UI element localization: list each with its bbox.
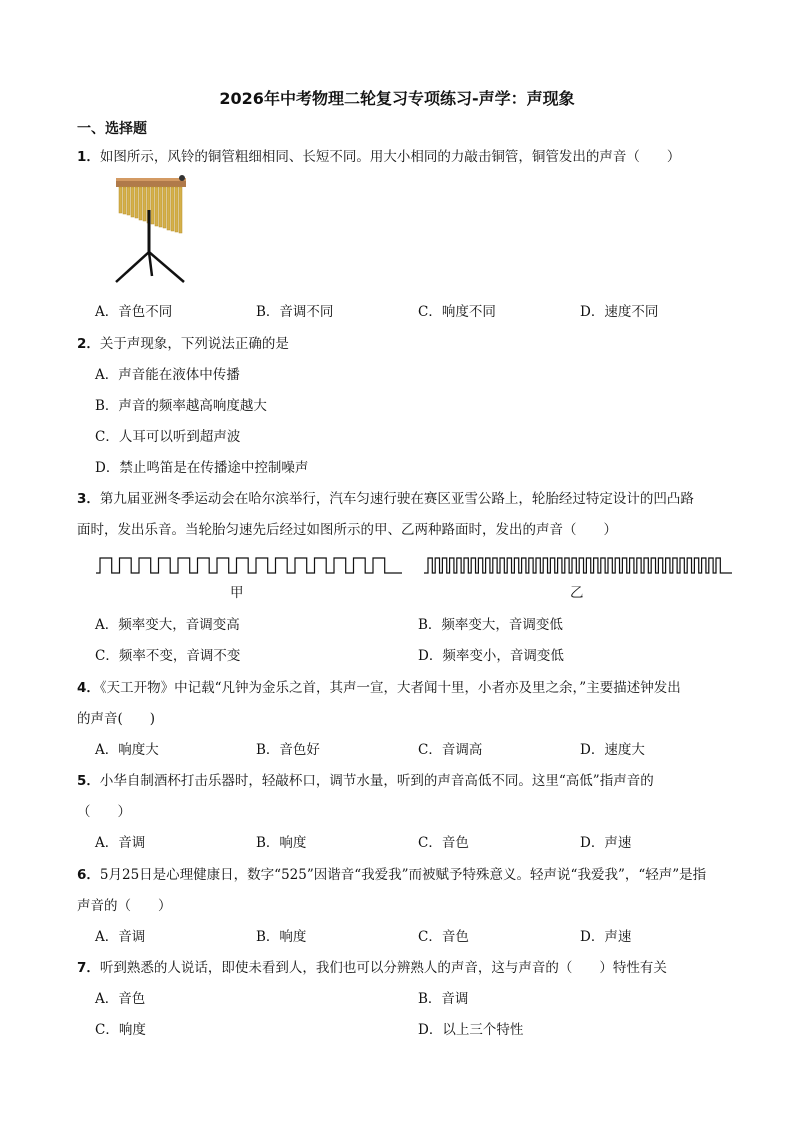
option-c: C．响度不同 (418, 304, 496, 320)
option-a: A．声音能在液体中传播 (95, 367, 240, 383)
road-surface-jia (96, 558, 402, 573)
option-d: D．频率变小，音调变低 (418, 648, 564, 664)
option-b: B．声音的频率越高响度越大 (95, 398, 267, 414)
question-5-continued (77, 800, 131, 820)
question-number: 3． (77, 491, 100, 507)
page-title: 2026年中考物理二轮复习专项练习-声学：声现象 (219, 89, 575, 108)
question-text: 小华自制酒杯打击乐器时，轻敲杯口，调节水量，听到的声音高低不同。这里“高低”指声音的 (99, 773, 654, 789)
question-7 (77, 956, 667, 976)
question-text: 《天工开物》中记载“凡钟为金乐之首，其声一宣，大者闻十里，小者亦及里之余，”主要描述钟发出 (99, 680, 681, 696)
question-number: 1． (77, 149, 100, 165)
option-a: A．音色不同 (95, 304, 173, 320)
question-text: （ ） (77, 804, 131, 820)
question-number: 4． (77, 680, 100, 696)
question-text: 第九届亚洲冬季运动会在哈尔滨举行，汽车匀速行驶在赛区亚雪公路上，轮胎经过特定设计的凹凸路 (99, 491, 694, 507)
road-surface-figure (92, 550, 732, 600)
question-text: 听到熟悉的人说话，即使未看到人，我们也可以分辨熟人的声音，这与声音的（ ）特性有关 (99, 960, 667, 976)
option-c: C．响度 (95, 1022, 146, 1038)
option-a: A．频率变大，音调变高 (95, 617, 240, 633)
stand-leg (149, 252, 184, 282)
option-a: A．音调 (95, 929, 146, 945)
option-b: B．音色好 (256, 742, 320, 758)
question-6 (77, 863, 706, 883)
option-d: D．速度大 (580, 742, 645, 758)
road-surface-yi (424, 558, 732, 573)
question-5 (77, 769, 654, 789)
stand-leg (116, 252, 149, 282)
question-1 (77, 145, 680, 165)
question-4-continued (77, 707, 155, 727)
question-3 (77, 487, 694, 507)
question-3-continued (77, 518, 617, 538)
option-b: B．响度 (256, 835, 307, 851)
question-text: 的声音( ) (77, 711, 156, 727)
question-number: 6． (77, 867, 100, 883)
option-c: C．频率不变，音调不变 (95, 648, 241, 664)
question-text: 面时，发出乐音。当轮胎匀速先后经过如图所示的甲、乙两种路面时，发出的声音（ ） (77, 522, 617, 538)
option-c: C．音色 (418, 835, 469, 851)
question-number: 7． (77, 960, 100, 976)
section-heading: 一、选择题 (77, 121, 147, 137)
option-a: A．音调 (95, 835, 146, 851)
option-d: D．声速 (580, 835, 632, 851)
question-4 (77, 676, 681, 696)
option-b: B．音调不同 (256, 304, 334, 320)
option-b: B．响度 (256, 929, 307, 945)
option-b: B．音调 (418, 991, 469, 1007)
question-6-continued (77, 894, 172, 914)
option-d: D．禁止鸣笛是在传播途中控制噪声 (95, 460, 309, 476)
option-d: D．速度不同 (580, 304, 659, 320)
figure-label-jia: 甲 (230, 585, 244, 601)
question-number: 5． (77, 773, 100, 789)
question-number: 2． (77, 336, 100, 352)
question-2 (77, 332, 289, 352)
option-c: C．人耳可以听到超声波 (95, 429, 241, 445)
wind-chime-image (108, 170, 194, 288)
option-a: A．响度大 (95, 742, 159, 758)
option-c: C．音色 (418, 929, 469, 945)
option-d: D．声速 (580, 929, 632, 945)
option-b: B．频率变大，音调变低 (418, 617, 563, 633)
question-text: 5月25日是心理健康日，数字“525”因谐音“我爱我”而被赋予特殊意义。轻声说“我爱我”，“轻声”是指 (99, 867, 707, 883)
question-text: 关于声现象，下列说法正确的是 (99, 336, 289, 352)
option-d: D．以上三个特性 (418, 1022, 524, 1038)
question-text: 声音的（ ） (77, 898, 172, 914)
option-a: A．音色 (95, 991, 146, 1007)
question-text: 如图所示，风铃的铜管粗细相同、长短不同。用大小相同的力敲击铜管，铜管发出的声音（ ） (99, 149, 681, 165)
option-c: C．音调高 (418, 742, 483, 758)
figure-label-yi: 乙 (570, 585, 584, 601)
